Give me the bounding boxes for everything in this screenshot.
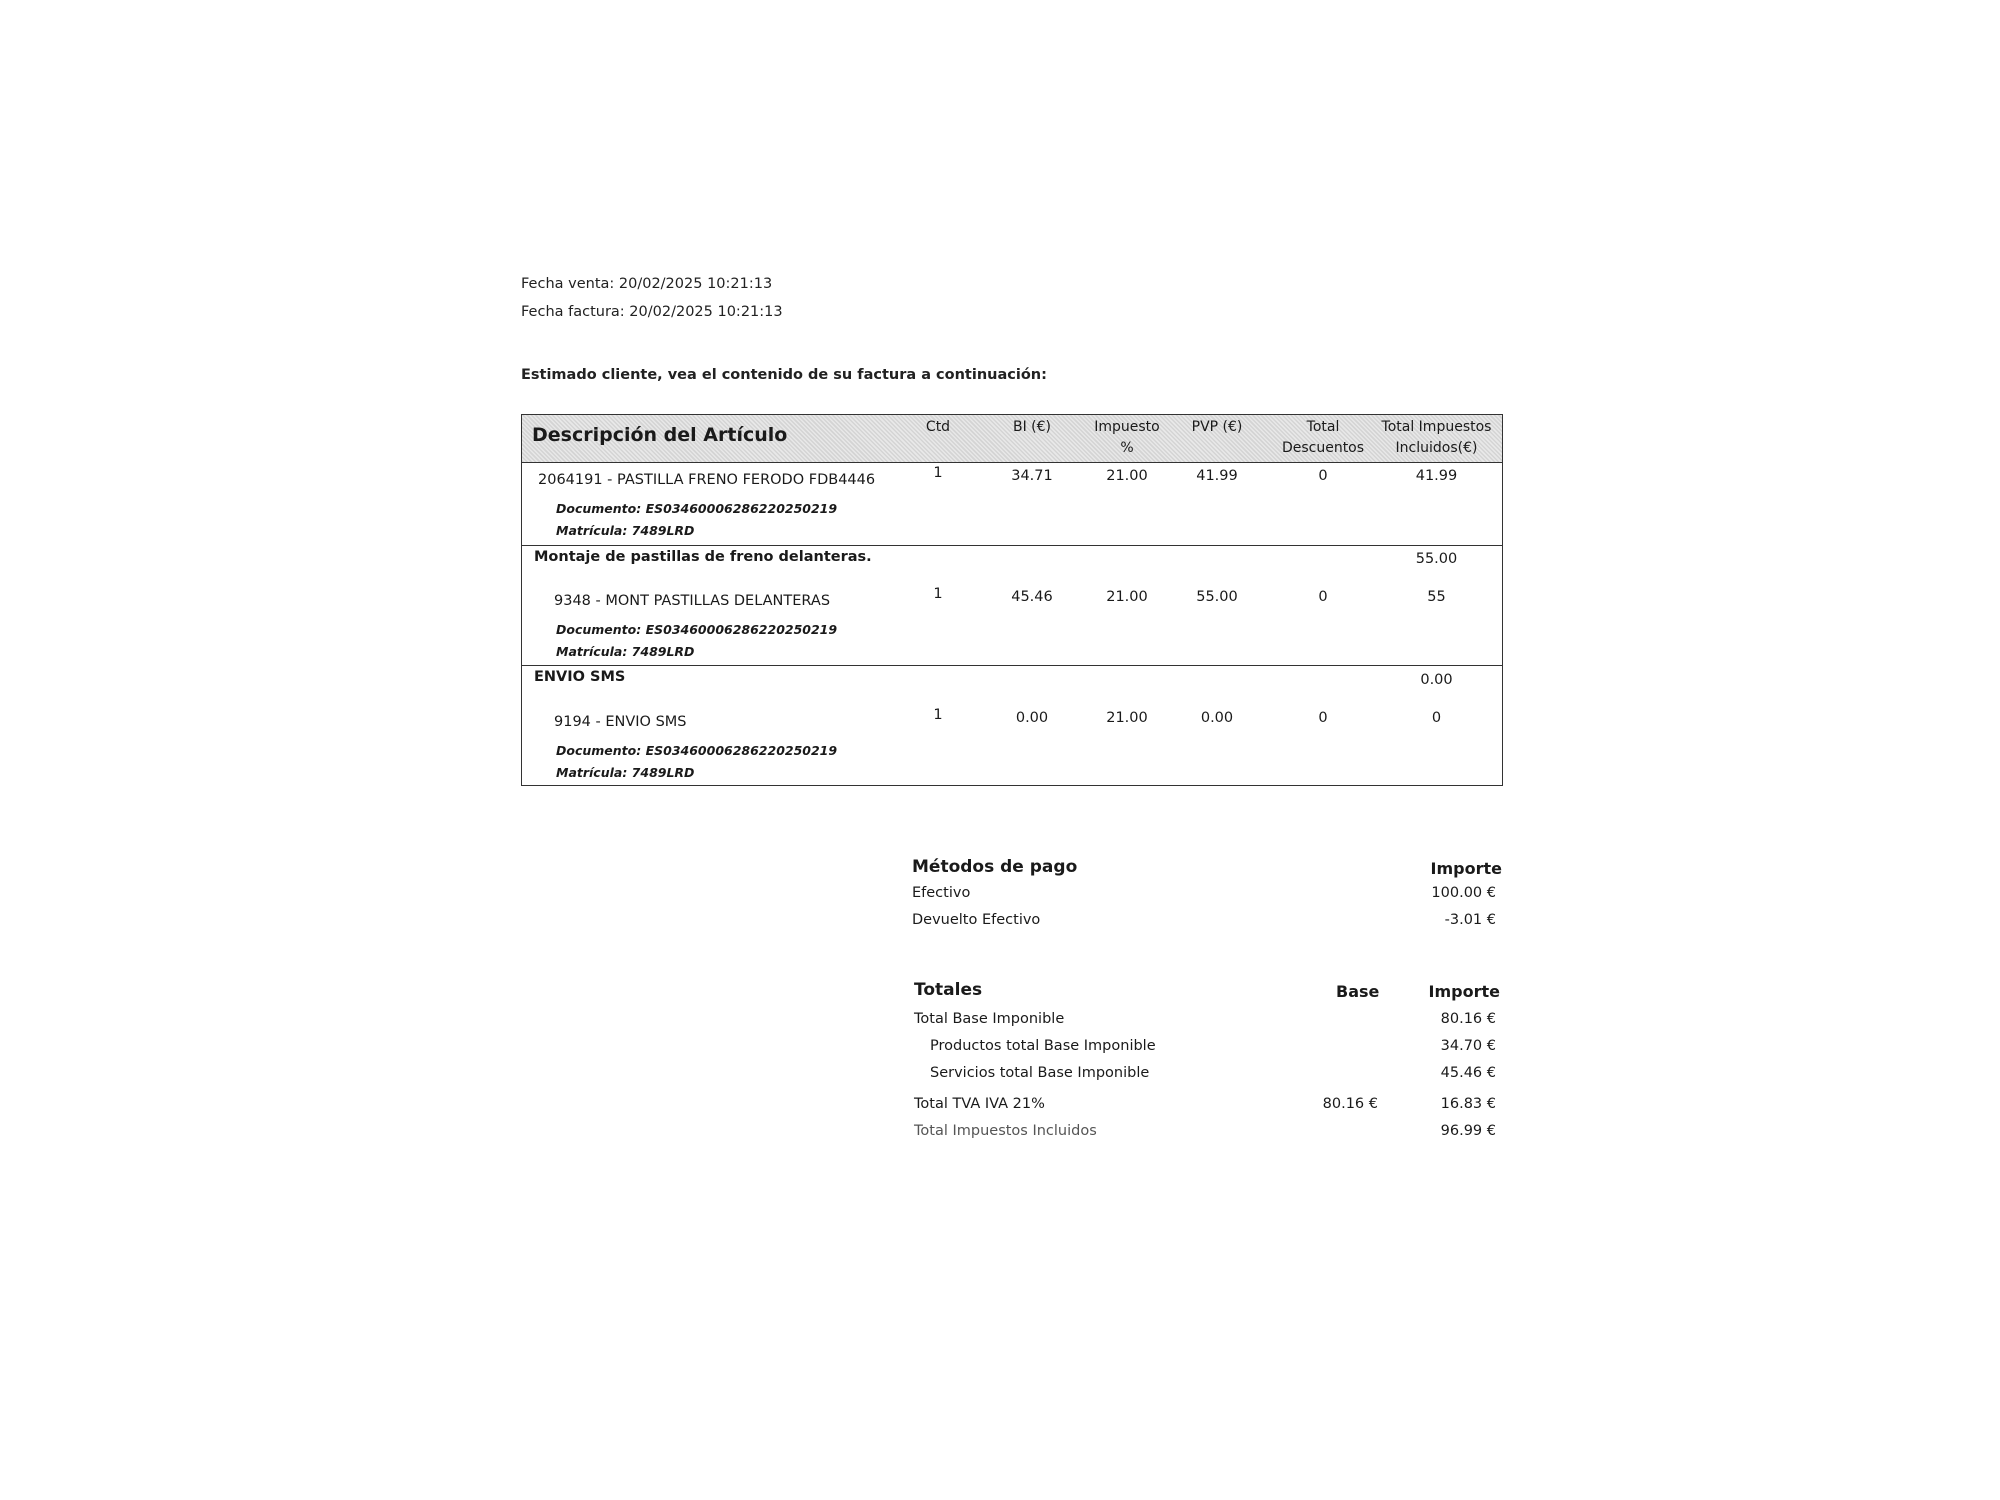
item-qty: 1: [933, 707, 943, 723]
item-plate: Matrícula: 7489LRD: [556, 523, 695, 538]
totals-row-label: Total TVA IVA 21%: [914, 1096, 1045, 1112]
sale-date: Fecha venta: 20/02/2025 10:21:13: [521, 276, 773, 292]
totals-row-label: Productos total Base Imponible: [930, 1038, 1156, 1054]
payment-method-value: -3.01 €: [1444, 912, 1496, 928]
col-header-tax-line1: Impuesto: [1094, 419, 1160, 435]
col-header-bi: BI (€): [1012, 419, 1051, 435]
item-plate: Matrícula: 7489LRD: [556, 765, 695, 780]
col-header-discounts-line2: Descuentos: [1281, 440, 1365, 456]
payment-method-value: 100.00 €: [1431, 885, 1496, 901]
item-total: 55: [1427, 589, 1446, 605]
item-total: 0: [1431, 710, 1442, 726]
totals-row-value: 34.70 €: [1440, 1038, 1496, 1054]
payment-method-label: Devuelto Efectivo: [912, 912, 1041, 928]
item-tax: 21.00: [1106, 589, 1148, 605]
totals-row-label: Servicios total Base Imponible: [930, 1065, 1150, 1081]
payment-title: Métodos de pago: [912, 857, 1078, 877]
group-title: Montaje de pastillas de freno delanteras.: [534, 549, 872, 565]
invoice-table: [521, 414, 1503, 786]
group-title: ENVIO SMS: [534, 669, 626, 685]
item-name: 9194 - ENVIO SMS: [554, 714, 687, 730]
row-divider: [522, 545, 1502, 546]
row-divider: [522, 665, 1502, 666]
totals-title: Totales: [914, 980, 983, 1000]
item-document: Documento: ES03460006286220250219: [556, 743, 838, 758]
totals-row-value: 45.46 €: [1440, 1065, 1496, 1081]
totals-row-value: 80.16 €: [1440, 1011, 1496, 1027]
col-header-tax: [1082, 417, 1172, 459]
item-pvp: 41.99: [1196, 468, 1238, 484]
totals-row-value: 16.83 €: [1440, 1096, 1496, 1112]
totals-amount-header: Importe: [1428, 982, 1500, 1001]
item-document: Documento: ES03460006286220250219: [556, 501, 838, 516]
totals-row-label: Total Impuestos Incluidos: [914, 1123, 1097, 1139]
totals-row-label: Total Base Imponible: [914, 1011, 1065, 1027]
col-header-total: [1374, 417, 1499, 459]
item-document: Documento: ES03460006286220250219: [556, 622, 838, 637]
col-header-pvp: PVP (€): [1191, 419, 1243, 435]
item-name: 2064191 - PASTILLA FRENO FERODO FDB4446: [538, 472, 876, 488]
item-qty: 1: [933, 586, 943, 602]
totals-row-base: 80.16 €: [1322, 1096, 1378, 1112]
invoice-date: Fecha factura: 20/02/2025 10:21:13: [521, 304, 783, 320]
totals-base-header: Base: [1336, 982, 1380, 1001]
item-bi: 45.46: [1011, 589, 1053, 605]
item-bi: 34.71: [1011, 468, 1053, 484]
totals-row-value: 96.99 €: [1440, 1123, 1496, 1139]
group-total: 55.00: [1415, 551, 1458, 567]
item-qty: 1: [933, 465, 943, 481]
item-name: 9348 - MONT PASTILLAS DELANTERAS: [554, 593, 831, 609]
item-bi: 0.00: [1015, 710, 1049, 726]
col-header-total-line2: Incluidos(€): [1395, 440, 1478, 456]
item-discounts: 0: [1318, 468, 1328, 484]
item-tax: 21.00: [1106, 710, 1148, 726]
item-discounts: 0: [1318, 710, 1328, 726]
invoice-dates: [521, 270, 783, 326]
payment-amount-header: Importe: [1430, 859, 1502, 878]
col-header-total-line1: Total Impuestos: [1381, 419, 1492, 435]
item-plate: Matrícula: 7489LRD: [556, 644, 695, 659]
payment-method-label: Efectivo: [912, 885, 971, 901]
item-discounts: 0: [1318, 589, 1328, 605]
item-pvp: 55.00: [1196, 589, 1238, 605]
col-header-description: Descripción del Artículo: [532, 424, 788, 446]
item-pvp: 0.00: [1200, 710, 1234, 726]
item-tax: 21.00: [1106, 468, 1148, 484]
table-header: [522, 415, 1502, 463]
col-header-qty: Ctd: [925, 419, 951, 435]
intro-text: Estimado cliente, vea el contenido de su factura a continuación:: [521, 367, 1047, 383]
col-header-discounts: [1278, 417, 1368, 459]
col-header-tax-line2: %: [1120, 440, 1134, 456]
col-header-discounts-line1: Total: [1306, 419, 1340, 435]
item-total: 41.99: [1415, 468, 1458, 484]
group-total: 0.00: [1420, 672, 1453, 688]
